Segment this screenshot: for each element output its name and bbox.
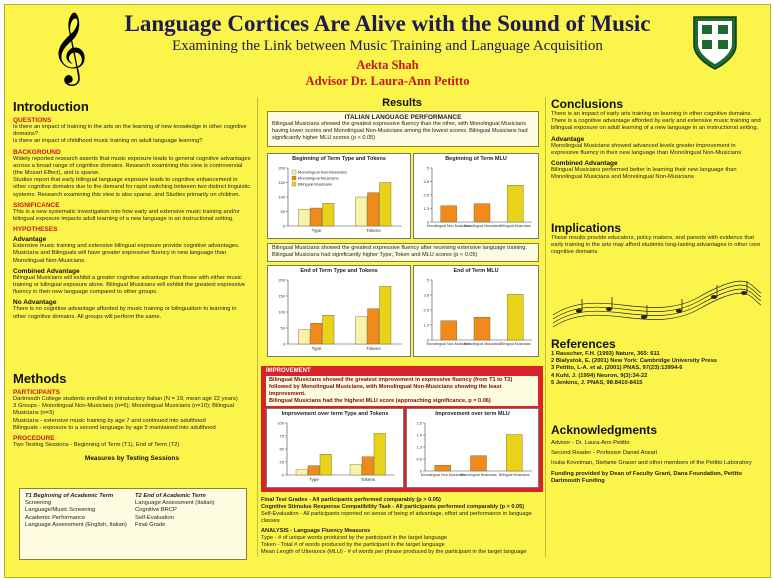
column-divider-left — [257, 97, 258, 557]
measures-title: Measures by Testing Sessions — [84, 455, 180, 463]
t2-title: T2 End of Academic Term — [135, 493, 206, 499]
bar — [380, 183, 392, 227]
x-tick-label: Type — [311, 228, 322, 233]
chart-4 — [414, 266, 538, 356]
y-tick-label: 0 — [426, 219, 429, 225]
bar — [474, 317, 490, 340]
italian-performance-text: Bilingual Musicians showed the greatest expressive fluency than the other, with Monolingual Musicians having lower scores and Monolingual Non-Musicians among the lowest scores. Bilingual Musicians had significantly higher MLU scores (p < 0.05) — [272, 121, 528, 142]
t1-item-1: Screening — [25, 500, 52, 507]
references-section — [551, 337, 763, 387]
y-tick-label: 2.5 — [416, 420, 422, 426]
methods-section — [13, 371, 251, 462]
y-tick-label: 200 — [278, 277, 285, 283]
y-tick-label: 0 — [426, 337, 429, 343]
bar — [296, 470, 308, 475]
footer-line-1: Final Test Grades - All participants performed comparably (p > 0.05) — [261, 497, 441, 503]
bar — [506, 435, 522, 471]
footer-line-3: Self-Evaluation - All participants reported no sense of being of advantage, effort and performance in language classes — [261, 511, 532, 524]
ack-line-2: Second Reader - Professor Daniel Ansari — [551, 450, 658, 457]
conclusions-heading: Conclusions — [551, 97, 624, 111]
questions-label: QUESTIONS — [13, 117, 52, 124]
reference-3: 3 Petitto, L-A. et al. (2001) PNAS, 97(23):13994-6 — [551, 365, 683, 372]
t2-item-4: Final Grade — [135, 521, 166, 528]
x-tick-label: Tokens — [360, 477, 376, 482]
y-tick-label: 0 — [282, 341, 285, 347]
bar — [507, 294, 523, 340]
column-divider-right — [545, 97, 546, 557]
significance-label: SIGNIFICANCE — [13, 201, 60, 209]
background-paragraph-1: Widely reported research asserts that music exposure leads to general cognitive advantages across a broad range of cognitive domains. Research examining this view is controversial (the Mozart Effect), and is sparse. — [13, 155, 251, 177]
x-tick-label: Monolingual Non-Musicians — [426, 224, 471, 228]
mid-text: Bilingual Musicians showed the greatest expressive fluency after receiving extensive language training. Bilingual Musicians had significantly higher Type, Token and MLU scores (p < 0.05) — [272, 245, 527, 258]
footer-line-2: Cognitive Stimulus Response Compatibility Task - All participants performed comparably (p > 0.05) — [261, 504, 525, 510]
hypothesis-advantage-label: Advantage — [13, 236, 47, 244]
chart-5 — [267, 409, 403, 487]
participants-line-4: Bilinguals - exposure to a second language by age 5 maintained into adulthood — [13, 424, 216, 431]
treble-clef-icon: 𝄞 — [51, 14, 88, 82]
x-tick-label: Tokens — [366, 228, 381, 233]
chart-title-6: Improvement over term MLU — [435, 411, 510, 417]
chart-1 — [268, 154, 410, 238]
chart-title-3: End of Term Type and Tokens — [300, 268, 378, 274]
bar — [507, 185, 523, 222]
y-tick-label: 2.5 — [423, 192, 429, 198]
y-tick-label: 200 — [278, 165, 285, 171]
bar — [435, 465, 451, 471]
poster-title: Language Cortices Are Alive with the Sound of Music — [124, 11, 651, 36]
t2-item-1: Language Assessment (Italian) — [135, 500, 215, 507]
bar — [441, 206, 457, 222]
chart-3 — [268, 266, 410, 356]
t1-title: T1 Beginning of Academic Term — [25, 493, 114, 499]
procedure-label: PROCEDURE — [13, 435, 55, 443]
y-tick-label: 150 — [278, 293, 285, 299]
y-tick-label: 150 — [278, 180, 285, 185]
y-tick-label: 0 — [281, 472, 284, 478]
x-tick-label: Monolingual Musicians — [463, 342, 501, 346]
t2-item-3: Self-Evaluation — [135, 514, 174, 521]
y-tick-label: 50 — [280, 209, 285, 214]
bar — [368, 309, 380, 344]
y-tick-label: 100 — [277, 420, 284, 426]
conclusions-text-2: There is a cognitive advantage afforded by early and extensive music training and bilingual exposure on adult learning of a new language in an instructional setting. — [551, 118, 761, 132]
reference-1: 1 Rauscher, F.H. (1993) Nature, 365: 611 — [551, 351, 660, 357]
hypothesis-combined-label: Combined Advantage — [13, 267, 80, 275]
chart-title-2: Beginning of Term MLU — [445, 156, 507, 162]
y-tick-label: 5 — [426, 277, 429, 283]
bar — [356, 317, 368, 344]
bar — [323, 203, 335, 226]
music-staff-illustration — [549, 275, 764, 333]
chart-panel-3 — [267, 265, 411, 357]
x-tick-label: Tokens — [366, 346, 381, 351]
y-tick-label: 50 — [279, 446, 284, 452]
x-tick-label: Monolingual Non-Musicians — [426, 342, 471, 346]
hypothesis-no-advantage-text: There is no cognitive advantage afforded by music training or bilingualism to learning in other cognitive domains. All groups will perform the same. — [13, 306, 237, 320]
chart-title-1: Beginning of Term Type and Tokens — [292, 156, 386, 162]
t2-item-2: Cognitive BRCP — [135, 507, 177, 514]
x-tick-label: Bilingual Musicians — [500, 342, 531, 346]
bar — [441, 321, 457, 340]
conclusions-combined-label: Combined Advantage — [551, 160, 618, 168]
improvement-text: Bilingual Musicians showed the greatest improvement in expressive fluency (from T1 to T2) followed by Monolingual Musicians, with Monolingual Non-Musicians showing the least improvement. — [269, 377, 513, 397]
measures-table — [19, 488, 247, 560]
bar — [474, 204, 490, 222]
bar — [323, 315, 335, 344]
implications-text: These results provide educators, policy makers, and parents with evidence that early training in the arts may afford students long-lasting advantages in other core cognitive domains — [551, 235, 761, 256]
x-tick-label: Monolingual Musicians — [463, 224, 501, 228]
bar — [368, 193, 380, 226]
y-tick-label: 25 — [279, 459, 284, 465]
hypothesis-combined-text: Bilingual Musicians will exhibit a greater cognitive advantage than those with either music training or bilingual exposure alone. Bilingual Musicians will exhibit the greatest expressive fluency in their new language compared to other groups. — [13, 274, 246, 296]
italian-performance-box — [267, 111, 539, 147]
question-1: Is there an impact of training in the arts on the learning of new knowledge in other cognitive domains? — [13, 124, 247, 138]
hypotheses-label: HYPOTHESES — [13, 226, 58, 234]
advisor-name: Advisor Dr. Laura-Ann Petitto — [305, 74, 470, 88]
y-tick-label: 0.6 — [416, 456, 422, 462]
t1-column — [25, 493, 129, 529]
hypothesis-no-advantage-label: No Advantage — [13, 299, 57, 307]
y-tick-label: 0 — [282, 223, 285, 229]
improvement-text-box — [266, 376, 538, 406]
x-tick-label: Bilingual Musicians — [498, 473, 530, 477]
participants-line-1: Dartmouth College students enrolled in introductory Italian (N = 19, mean age 22 years) — [13, 396, 238, 402]
t1-item-3: Academic Performance — [25, 514, 86, 521]
background-label: BACKGROUND — [13, 148, 61, 156]
results-heading: Results — [382, 97, 422, 109]
poster-header — [5, 11, 770, 89]
conclusions-advantage-label: Advantage — [551, 135, 585, 143]
analysis-label: ANALYSIS - Language Fluency Measures — [261, 528, 371, 534]
chart-title-4: End of Term MLU — [453, 268, 499, 274]
y-tick-label: 0 — [419, 468, 422, 474]
y-tick-label: 100 — [278, 194, 285, 200]
improvement-note: Bilingual Musicians had the highest MLU score (approaching significance, p = 0.06) — [269, 398, 491, 404]
bar — [320, 454, 332, 475]
t1-item-4: Language Assessment (English, Italian) — [25, 521, 127, 528]
implications-heading: Implications — [551, 221, 622, 235]
bar — [380, 286, 392, 344]
conclusions-section — [551, 97, 763, 181]
analysis-line-2: Token - Total # of words produced by the participant in the target language — [261, 542, 445, 548]
implications-section — [551, 221, 763, 257]
conclusions-advantage-text: Monolingual Musicians showed advanced levels greater improvement in expressive fluency in their new language than Monolingual Non-Musicians — [551, 142, 742, 156]
legend-swatch — [292, 170, 296, 174]
y-tick-label: 75 — [279, 433, 284, 439]
ack-line-1: Advisor - Dr. Laura-Ann Petitto — [551, 440, 630, 446]
references-heading: References — [551, 337, 616, 351]
y-tick-label: 3.8 — [423, 179, 429, 184]
y-tick-label: 1.3 — [416, 444, 422, 450]
bar — [299, 209, 311, 226]
y-tick-label: 1.9 — [416, 432, 422, 438]
introduction-heading: Introduction — [13, 99, 89, 114]
ack-line-4: Funding provided by Dean of Faculty Grant, Dana Foundation, Petitto Dartmouth Funding — [551, 470, 742, 484]
chart-panel-6 — [406, 408, 539, 488]
author-name: Aekta Shah — [356, 58, 419, 72]
x-tick-label: Monolingual Musicians — [460, 473, 497, 477]
legend-label: Monolingual Musicians — [298, 175, 339, 181]
conclusions-text-1: There is an impact of early arts training on learning in other cognitive domains. — [551, 111, 753, 117]
conclusions-combined-text: Bilingual Musicians performed better in learning their new language than Monolingual Musicians and Monolingual Non-Musicians — [551, 167, 737, 181]
chart-title-5: Improvement over term Type and Tokens — [281, 411, 389, 417]
chart-panel-5 — [266, 408, 404, 488]
chart-panel-2 — [413, 153, 539, 239]
mid-text-box — [267, 243, 539, 262]
reference-5: 5 Jenkins, J. PNAS, 98:8410-8415 — [551, 379, 643, 386]
question-2: Is there an impact of childhood music training on adult language learning? — [13, 138, 203, 145]
procedure-text: Two Testing Sessions - Beginning of Term (T1), End of Term (T2) — [13, 442, 180, 449]
bar — [356, 197, 368, 226]
legend-label: Monolingual Non-Musicians — [298, 169, 348, 175]
legend-swatch — [292, 176, 296, 180]
chart-6 — [407, 409, 538, 487]
italian-performance-title: ITALIAN LANGUAGE PERFORMANCE — [344, 114, 462, 121]
y-tick-label: 50 — [280, 325, 285, 331]
y-tick-label: 5 — [426, 165, 429, 171]
bar — [311, 208, 323, 226]
improvement-section — [261, 366, 543, 492]
bar — [374, 433, 386, 475]
chart-2 — [414, 154, 538, 238]
x-tick-label: Bilingual Musicians — [500, 224, 531, 228]
introduction-section — [13, 99, 251, 321]
analysis-line-1: Type - # of unique words produced by the participant in the target language — [261, 535, 447, 541]
bar — [471, 456, 487, 471]
x-tick-label: Type — [311, 346, 322, 351]
analysis-line-3: Mean Length of Utterance (MLU) - # of words per phrase produced by the participant in the target language — [261, 549, 527, 555]
chart-panel-4 — [413, 265, 539, 357]
results-footer — [261, 497, 543, 556]
significance-text: This is a new systematic investigation into how early and extensive music training and/or bilingual exposure impacts adult learning of a new language in an instructional setting. — [13, 208, 240, 223]
bar — [311, 323, 323, 344]
reference-2: 2 Bialystok, E. (2001) New York: Cambridge University Press — [551, 358, 718, 365]
y-tick-label: 1.3 — [423, 206, 429, 211]
poster — [4, 4, 771, 578]
acknowledgments-section — [551, 423, 763, 485]
reference-4: 4 Kuhl, J. (1994) Neuron, 9(3):34-22 — [551, 372, 648, 379]
participants-label: PARTICIPANTS — [13, 389, 61, 396]
y-tick-label: 1.3 — [423, 322, 429, 328]
ack-line-3: Ioulia Kovelman, Stefanie Grauer and other members of the Petitto Laboratory — [551, 460, 752, 467]
chart-panel-1 — [267, 153, 411, 239]
y-tick-label: 3.8 — [423, 292, 429, 298]
bar — [299, 330, 311, 344]
legend-swatch — [292, 182, 296, 186]
poster-subtitle: Examining the Link between Music Training and Language Acquisition — [172, 38, 603, 54]
hypothesis-advantage-text: Extensive music training and extensive bilingual exposure provide cognitive advantages. Musicians and Bilinguals will have greater expressive fluency in new language than Monolingual Non-Musicians. — [13, 243, 240, 264]
y-tick-label: 100 — [278, 309, 285, 315]
x-tick-label: Monolingual Non-Musicians — [420, 473, 465, 477]
methods-heading: Methods — [13, 371, 67, 386]
t2-column — [135, 493, 240, 529]
bar — [350, 465, 362, 475]
y-tick-label: 2.5 — [423, 307, 429, 313]
x-tick-label: Type — [309, 477, 319, 482]
background-paragraph-2: Studies report that early bilingual language exposure leads to cognitive enhancement in other cognitive domains due to the demand for rapid switching between two distinct linguistic systems. Research examining this view is also sparse, and Studies primarily on children. — [13, 177, 251, 198]
t1-item-2: Language/Music Screening — [25, 507, 96, 514]
bar — [362, 457, 374, 475]
participants-line-2: 3 Groups - Monolingual Non-Musicians (n=6); Monolingual Musicians (n=10); Bilingual Musicians (n=3) — [13, 403, 235, 417]
improvement-label: IMPROVEMENT — [266, 368, 311, 374]
acknowledgments-heading: Acknowledgments — [551, 423, 658, 437]
bar — [308, 466, 320, 475]
participants-line-3: Musicians - extensive music training by age 7 and continued into adulthood — [13, 417, 206, 424]
legend-label: Bilingual Musicians — [298, 181, 333, 187]
